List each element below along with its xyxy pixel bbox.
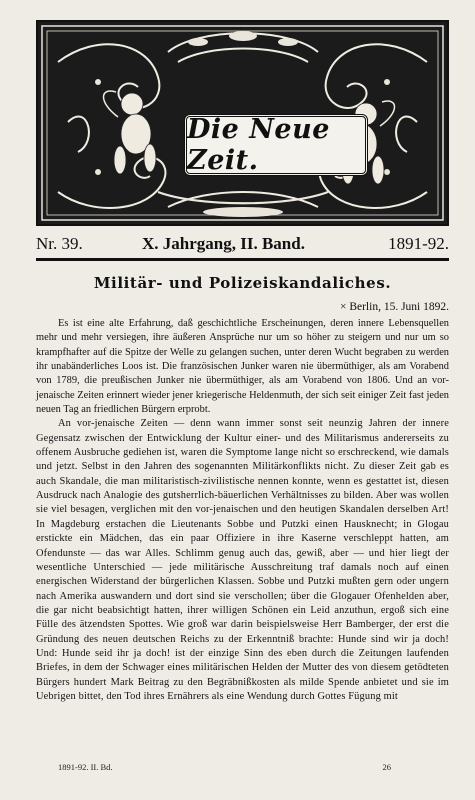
masthead-ornament [36, 20, 449, 226]
article-dateline: × Berlin, 15. Juni 1892. [339, 301, 449, 313]
article-paragraph-2: An vor-jenaische Zeiten — denn wann immer sonst seit neunzig Jahren der innere Gegensatz zwischen der Entwicklung der Kultur einer- und des Militarismus andererseits zu offenem Ausbruche gediehen ist, waren die Symptome lange nicht so erschreckend, wie damals und jetzt. Selbst in den Jahren des sogenannten Militärkonflikts nicht. Zu dieser Zeit gab es auch Skandale, die man militaristisch-zivilistische nennen konnte, wenn es gestattet ist, diesen Ausdruck nach Analogie des gutsherrlich-bäuerlichen Verhältnisses zu bilden. Aber was wollen sie viel besagen, verglichen mit den vor-jenaischen und den heutigen Skandalen derselben Art! In Magdeburg erstachen die Lieutenants Sobbe und Putzki einen Hausknecht; in Glogau erstickte ein Mädchen, das ein paar Offiziere in ihre Kaserne verschleppt hatten, am Ofendunste — das war Alles. Schlimm genug auch das, gewiß, aber — und hier liegt der wesentliche Unterschied — jede militärische Ausschreitung traf damals noch auf einen energischen Widerstand der bürgerlichen Klassen. Sobbe und Putzki mußten gern oder ungern nach Amerika auswandern und dort sind sie verschollen; über die Glogauer Ofenhelden aber, die gar nicht beabsichtigt hatten, ihrer willigen Schönen ein Leid anzuthun, ergoß sich eine Fülle des ätzendsten Spottes. Wie groß war darin beispielsweise Herr Bamberger, der erst die Gründung des neuen deutschen Reichs zu der Erkenntniß brachte: Hunde sind wir ja doch! Und: Hunde seid ihr ja doch! ist der einzige Sinn des eben durch die Zeitungen laufenden Briefes, in dem der Schwager eines militärischen Helden der Mutter des von diesem getödteten Bürgers hundert Mark Beitrag zu den Begräbnißkosten als milde Spende anbietet und sie im Uebrigen bittet, den Tod ihres Ernährers als eine Wendung durch Gottes Fügung mit [36, 418, 449, 702]
header-rule [36, 258, 449, 261]
masthead-title: Die Neue Zeit. [187, 114, 330, 176]
footer-signature: 1891-92. II. Bd. [58, 762, 113, 772]
issue-year: 1891-92. [388, 234, 449, 253]
issue-volume: X. Jahrgang, II. Band. [142, 234, 305, 253]
issue-number: Nr. 39. [36, 234, 83, 253]
article-headline: Militär- und Polizeiskandaliches. [93, 274, 392, 292]
footer-page-number: 26 [382, 762, 391, 772]
title-plate [184, 114, 368, 176]
issue-line [36, 232, 449, 254]
page-footer [36, 762, 449, 776]
article-body [36, 317, 449, 704]
article-paragraph-1: Es ist eine alte Erfahrung, daß geschichtliche Erscheinungen, deren innere Lebensquellen mehr und mehr versiegen, ihre äußeren Ansprüche nur um so höher zu steigern und nur um so krampfhafter auf die Spitze der Welle zu gelangen suchen, unter deren Wucht begraben zu werden ihr unabänderliches Loos ist. Die französischen Junker waren nie übermüthiger, als am Vorabend von 1789, die preußischen Junker nie übermüthiger, als am Vorabend von 1806. Und an vor-jenaische Zeiten erinnert wieder jener kriegerische Heldenmuth, der sich seit einiger Zeit fast jeden neuen Tag an friedlichen Bürgern erprobt. [36, 318, 449, 416]
